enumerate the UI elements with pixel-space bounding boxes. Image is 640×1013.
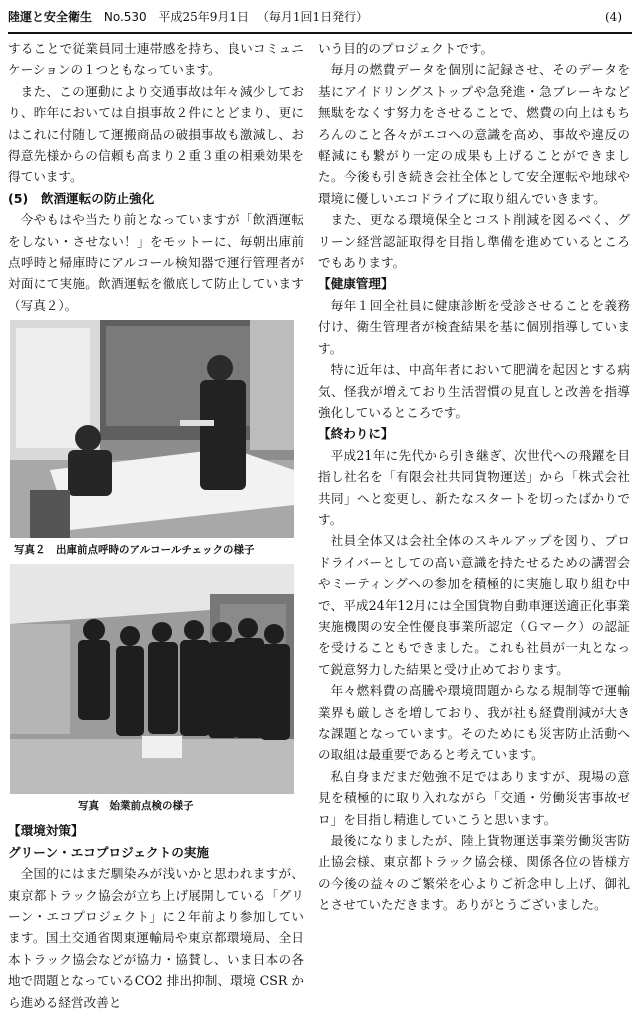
paragraph: いう目的のプロジェクトです。 [318,41,494,56]
paragraph: 最後になりましたが、陸上貨物運送事業労働災害防止協会様、東京都トラック協会様、関係各位の皆様方の今後の益々のご繁栄を心よりご祈念申し上げ、御礼とさせていただきます。ありがとうございました。 [318,833,630,913]
issue-frequency: （毎月1回1日発行） [256,10,369,24]
section-heading-drunk-driving: (5) 飲酒運転の防止強化 [8,190,155,206]
photo-morning-inspection [10,564,294,794]
subsection-heading-eco-project: グリーン・エコプロジェクトの実施 [8,844,209,860]
paragraph: 年々燃料費の高騰や環境問題からなる規制等で運輸業界も厳しさを増しており、我が社も経費削減が大きな課題となっています。そのためにも災害防止活動への取組は最重要であると考えています。 [318,683,630,763]
page-number: (4) [605,10,622,24]
photo-caption: 写真２ 出庫前点呼時のアルコールチェックの様子 [14,544,255,557]
page-header [8,6,632,34]
issue-number: No.530 [103,10,147,24]
right-column [318,38,630,916]
paragraph: 毎月の燃費データを個別に記録させ、そのデータを基にアイドリングストップや急発進・急ブレーキなど無駄をなくす努力をさせることで、燃費の向上はもちろんのこと各々がエコへの意識を高め、事故や違反の軽減にも繋がり一定の成果も上げることができました。今後も引き続き会社全体として安全運転や地球や環境に優しいエコドライブに取り組んでいきます。 [318,62,630,206]
paragraph: 平成21年に先代から引き継ぎ、次世代への飛躍を目指し社名を「有限会社共同貨物運送」から「株式会社共同」へと変更し、新たなスタートを切ったばかりです。 [318,447,630,527]
paragraph: 毎年１回全社員に健康診断を受診させることを義務付け、衛生管理者が検査結果を基に個別指導しています。 [318,297,630,356]
photo-alcohol-check [10,320,294,538]
left-column [8,38,304,1013]
section-heading-health: 【健康管理】 [318,276,394,292]
paragraph: 今やもはや当たり前となっていますが「飲酒運転をしない・させない！」をモットーに、毎朝出庫前点呼時と帰庫時にアルコール検知器で運行管理者が対面にて実施。飲酒運転を徹底して防止しています（写真２）。 [8,212,304,313]
photo-caption: 写真 始業前点検の様子 [78,800,194,813]
newsletter-title: 陸運と安全衛生 [8,10,93,24]
paragraph: 特に近年は、中高年者において肥満を起因とする病気、怪我が増えており生活習慣の見直しと改善を指導強化しているところです。 [318,362,630,420]
paragraph: 全国的にはまだ馴染みが浅いかと思われますが、東京都トラック協会が立ち上げ展開している「グリーン・エコプロジェクト」に２年前より参加しています。国土交通省関東運輸局や東京都環境局、全日本トラック協会などが協力・協賛し、いま日本の各地で問題となっているCO2 排出抑制、環境 CSR から進める経営改善と [8,866,304,1010]
paragraph: 私自身まだまだ勉強不足ではありますが、現場の意見を積極的に取り入れながら「交通・労働災害事故ゼロ」を目指し精進していこうと思います。 [318,768,630,827]
paragraph: また、更なる環境保全とコスト削減を図るべく、グリーン経営認証取得を目指し準備を進めているところでもあります。 [318,212,630,271]
paragraph: することで従業員同士連帯感を持ち、良いコミュニケーションの１つともなっています。 [8,41,304,78]
issue-date: 平成25年9月1日 [158,10,250,24]
paragraph: 社員全体又は会社全体のスキルアップを図り、プロドライバーとしての高い意識を持たせるための講習会やミーティングへの参加を積極的に実施し取り組む中で、平成24年12月には全国貨物自動車運送適正化事業実施機関の安全性優良事業所認定（Ｇマーク）の認証を受けることもできました。これも社員が一丸となって鋭意努力した結果と受け止めております。 [318,533,630,677]
paragraph: また、この運動により交通事故は年々減少しており、昨年においては自損事故２件にとどまり、更にはこれに付随して運搬商品の破損事故も激減し、お得意先様からの信頼も高まり２重３重の相乗効果を得ています。 [8,83,304,185]
section-heading-environment: 【環境対策】 [8,823,84,839]
section-heading-closing: 【終わりに】 [318,426,394,442]
